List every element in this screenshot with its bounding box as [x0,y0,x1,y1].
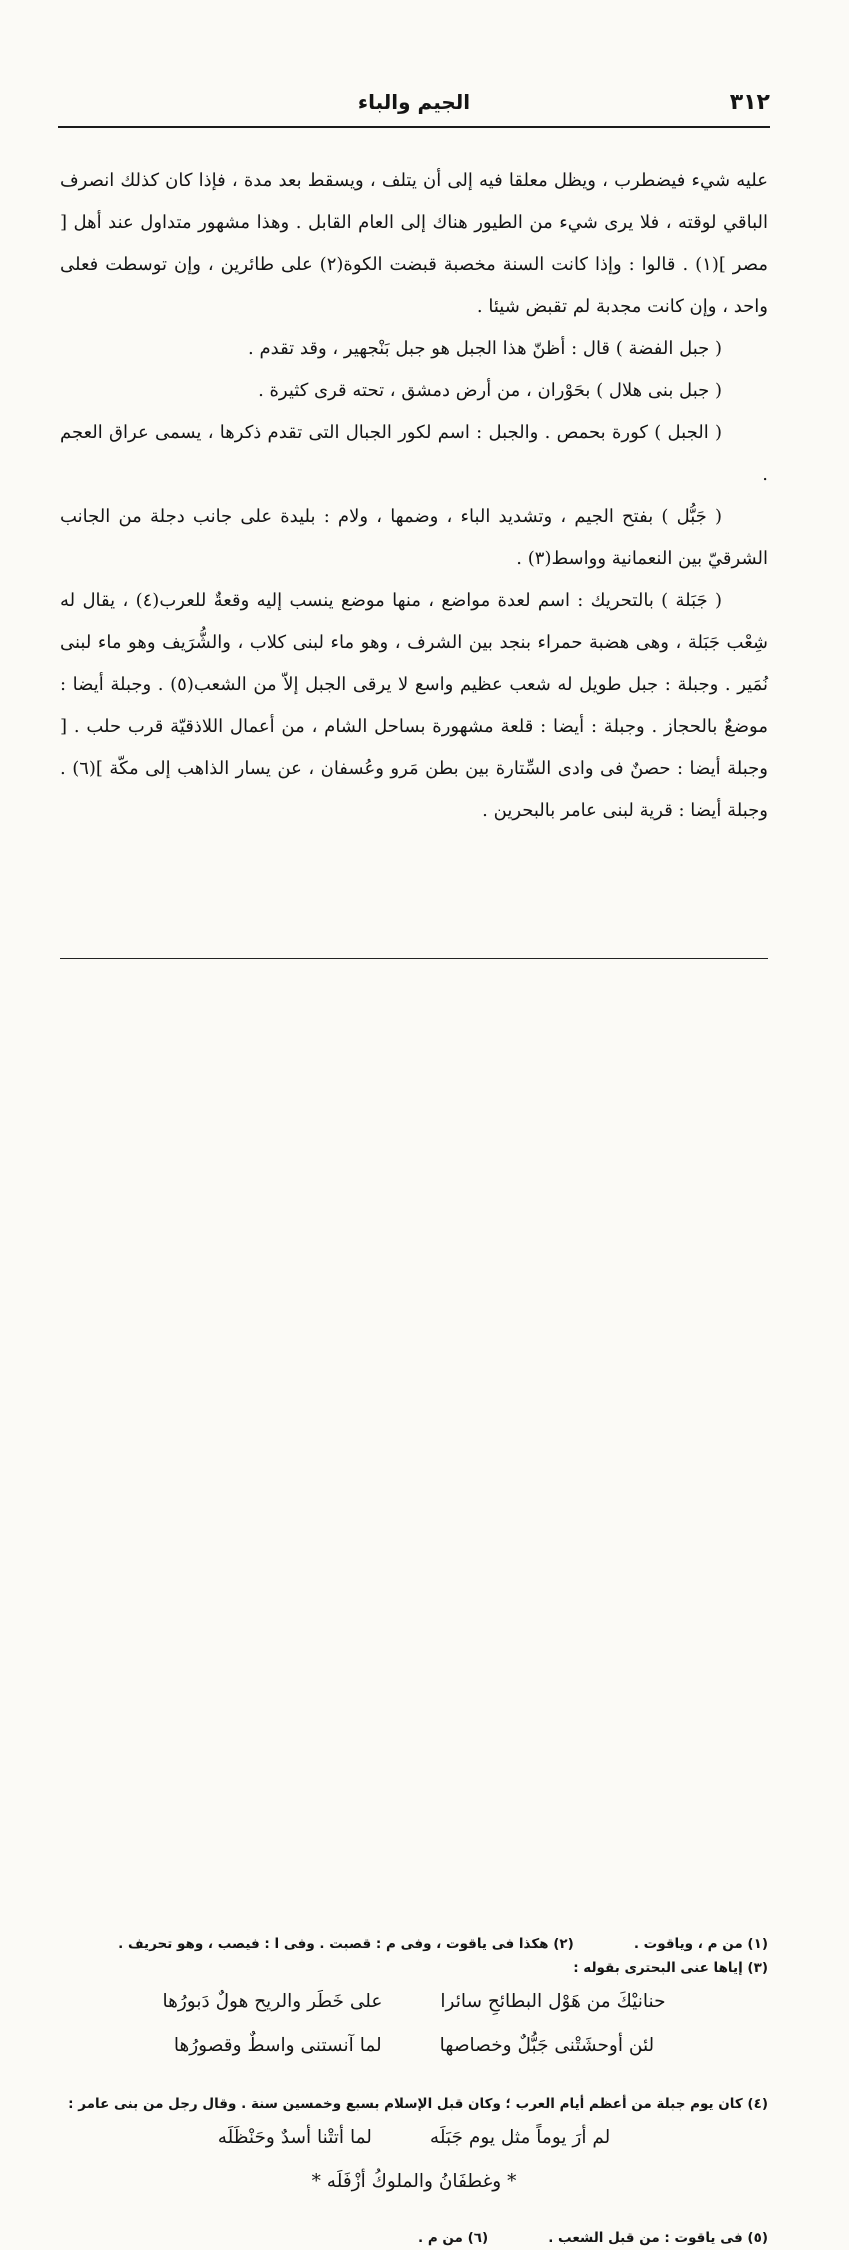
verse-line-2 [60,2024,768,2068]
entry-jabal-alfidda: ( جبل الفضة ) قال : أظنّ هذا الجبل هو جبل بَنْجهير ، وقد تقدم . [248,338,722,359]
footnote-5: (٥) فى ياقوت : من قبل الشعب . [548,2230,768,2246]
verse-3-first-hemistich: لم أرَ يوماً مثل يوم جَبَلَه [429,2127,611,2148]
footnotes-5-6 [60,2226,768,2250]
verse-line-1 [60,1980,768,2024]
verse-1-second-hemistich: على خَطَر والريح هولٌ دَبورُها [162,1991,383,2012]
verse-line-4: * وغطفَانُ والملوكُ أزْفَلَه * [311,2171,517,2192]
verse-1-first-hemistich: حنانيْكَ من هَوْل البطائحِ سائرا [440,1991,666,2012]
footnote-6: (٦) من م . [417,2230,489,2246]
footnote-3: (٣) إياها عنى البحترى بقوله : [573,1960,768,1976]
verse-2-second-hemistich: لما آنستنى واسطٌ وقصورُها [173,2035,382,2056]
footnote-1: (١) من م ، وياقوت . [633,1936,768,1952]
header-rule [58,126,770,128]
footnotes-1-3 [60,1932,768,2068]
page-header [58,90,770,126]
footnote-row-5-6 [60,2226,768,2250]
entry-jabala: ( جَبَلة ) بالتحريك : اسم لعدة مواضع ، منها موضع ينسب إليه وقعةٌ للعرب(٤) ، يقال له شِعْب جَبَلة ، وهى هضبة حمراء بنجد بين الشرف ، وهو ماء لبنى كلاب ، والشُّرَيف وهو ماء لبنى نُمَير . وجبلة : جبل طويل له شعب عظيم واسع لا يرقى الجبل إلاّ من الشعب(٥) . وجبلة أيضا : موضعٌ بالحجاز . وجبلة : أيضا : قلعة مشهورة بساحل الشام ، من أعمال اللاذقيّة قرب حلب . [ وجبلة أيضا : حصنٌ فى وادى السِّتارة بين بطن مَرو وعُسفان ، عن يسار الذاهب إلى مكّة ](٦) . وجبلة أيضا : قرية لبنى عامر بالبحرين . [60,590,769,821]
footnote-2: (٢) هكذا فى ياقوت ، وفى م : قصبت . وفى ا : فيصب ، وهو تحريف . [118,1936,574,1952]
running-title: الجيم والباء [357,90,471,114]
verse-line-3 [60,2116,768,2160]
footnote-4-block [60,2092,768,2204]
entry-aljabal: ( الجبل ) كورة بحمص . والجبل : اسم لكور الجبال التى تقدم ذكرها ، يسمى عراق العجم . [60,422,768,485]
footnote-4: (٤) كان يوم جبلة من أعظم أيام العرب ؛ وكان قبل الإسلام بسبع وخمسين سنة . وقال رجل من بنى عامر : [68,2096,768,2112]
footnote-row-1-2 [60,1932,768,1956]
paragraph-continuation: عليه شيء فيضطرب ، ويظل معلقا فيه إلى أن يتلف ، ويسقط بعد مدة ، فإذا كان كذلك انصرف الباقي لوقته ، فلا يرى شيء من الطيور هناك إلى العام القابل . وهذا مشهور متداول عند أهل [ مصر ](١) . قالوا : وإذا كانت السنة مخصبة قبضت الكوة(٢) على طائرين ، وإن توسطت فعلى واحد ، وإن كانت مجدبة لم تقبض شيئا . [60,170,768,317]
entry-jabal-bani-hilal: ( جبل بنى هلال ) بحَوْران ، من أرض دمشق ، تحته قرى كثيرة . [258,380,722,401]
footnote-rule [60,958,768,959]
verse-3-second-hemistich: لما أتتْنا أسدٌ وحَنْظَلَه [217,2127,372,2148]
page-number: ٣١٢ [729,90,770,115]
verse-2-first-hemistich: لئن أوحشَتْنى جَبُّلٌ وخصاصها [439,2035,655,2056]
entry-jabbul: ( جَبُّل ) بفتح الجيم ، وتشديد الباء ، وضمها ، ولام : بليدة على جانب دجلة من الجانب الشرقيّ بين النعمانية وواسط(٣) . [60,506,768,569]
main-text [60,160,768,832]
